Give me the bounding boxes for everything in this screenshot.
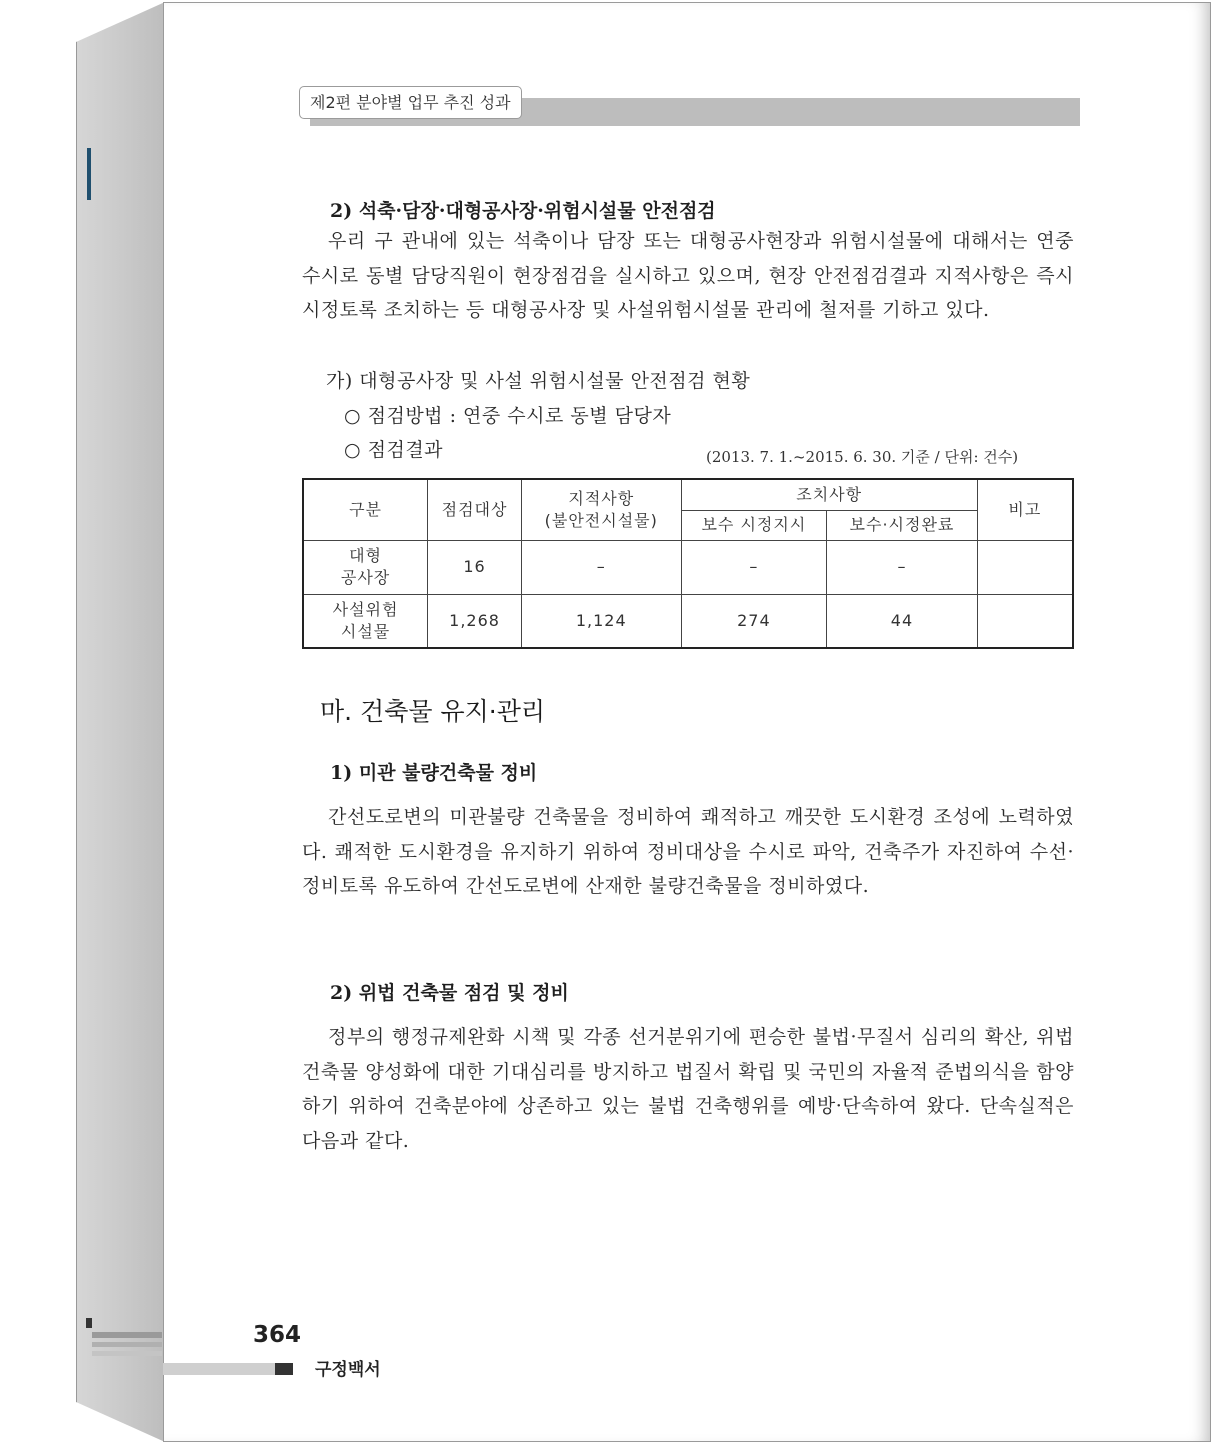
- inspection-table: [302, 478, 1074, 649]
- cell-target: 16: [428, 540, 522, 594]
- book-spine: [76, 2, 165, 1442]
- bullet-inspection-result: ○ 점검결과: [344, 439, 444, 461]
- header-target: 점검대상: [428, 479, 522, 540]
- cell-issues: –: [521, 540, 681, 594]
- table-row: [303, 540, 1073, 594]
- header-action-order: 보수 시정지시: [681, 510, 827, 540]
- row-label-line1: 대형: [349, 546, 383, 565]
- illegal-buildings-paragraph: 정부의 행정규제완화 시책 및 각종 선거분위기에 편승한 불법·무질서 심리의 확산, 위법건축물 양성화에 대한 기대심리를 방지하고 법질서 확립 및 국민의 자율적 준법의식을 함양하기 위하여 건축분야에 상존하고 있는 불법 건축행위를 예방·단속하여 왔다. 단속실적은 다음과 같다.: [302, 1026, 1074, 1152]
- header-issues: [521, 479, 681, 540]
- page-number: 364: [253, 1322, 302, 1348]
- unsightly-buildings-paragraph: 간선도로변의 미관불량 건축물을 정비하여 쾌적하고 깨끗한 도시환경 조성에 노력하였다. 쾌적한 도시환경을 유지하기 위하여 정비대상을 수시로 파악, 건축주가 자진하여 수선·정비토록 유도하여 간선도로변에 산재한 불량건축물을 정비하였다.: [302, 806, 1074, 897]
- book-title: 구정백서: [315, 1360, 381, 1380]
- spine-page-edges: [86, 1318, 162, 1370]
- table-header-row: [303, 479, 1073, 510]
- header-issues-line2: (불안전시설물): [544, 510, 658, 530]
- sub-heading-illegal-buildings: 2) 위법 건축물 점검 및 정비: [330, 982, 569, 1004]
- row-label-line2: 공사장: [340, 568, 391, 587]
- header-actions: 조치사항: [681, 479, 977, 510]
- sub-heading-status: 가) 대형공사장 및 사설 위험시설물 안전점검 현황: [326, 370, 751, 392]
- header-issues-line1: 지적사항: [568, 488, 635, 508]
- row-label-line2: 시설물: [340, 621, 391, 641]
- table-row: [303, 594, 1073, 648]
- cell-action-order: 274: [681, 594, 827, 648]
- cell-action-order: –: [681, 540, 827, 594]
- sub-heading-unsightly-buildings: 1) 미관 불량건축물 정비: [330, 762, 538, 784]
- row-label: [303, 594, 428, 648]
- table-unit-note: (2013. 7. 1.~2015. 6. 30. 기준 / 단위: 건수): [706, 448, 1019, 466]
- section-title-building-maintenance: 마. 건축물 유지·관리: [320, 697, 545, 726]
- cell-action-complete: 44: [827, 594, 978, 648]
- row-label-line1: 사설위험: [332, 599, 399, 619]
- cell-remarks: [977, 540, 1073, 594]
- footer-block: [275, 1363, 293, 1375]
- safety-inspection-paragraph: 우리 구 관내에 있는 석축이나 담장 또는 대형공사현장과 위험시설물에 대해서는 연중 수시로 동별 담당직원이 현장점검을 실시하고 있으며, 현장 안전점검결과 지적사항은 즉시 시정토록 조치하는 등 대형공사장 및 사설위험시설물 관리에 철저를 기하고 있다.: [302, 230, 1074, 321]
- header-category: 구분: [303, 479, 428, 540]
- footer-bar: [163, 1363, 275, 1375]
- bullet-inspection-method: ○ 점검방법 : 연중 수시로 동별 담당자: [344, 405, 672, 427]
- section-tab: 제2편 분야별 업무 추진 성과: [299, 86, 522, 119]
- row-label: [303, 540, 428, 594]
- header-action-complete: 보수·시정완료: [827, 510, 978, 540]
- cell-remarks: [977, 594, 1073, 648]
- cell-target: 1,268: [428, 594, 522, 648]
- spine-accent-stripe: [87, 148, 91, 200]
- cell-issues: 1,124: [521, 594, 681, 648]
- section-heading-safety-inspection: 2) 석축·담장·대형공사장·위험시설물 안전점검: [330, 200, 716, 222]
- cell-action-complete: –: [827, 540, 978, 594]
- header-remarks: 비고: [977, 479, 1073, 540]
